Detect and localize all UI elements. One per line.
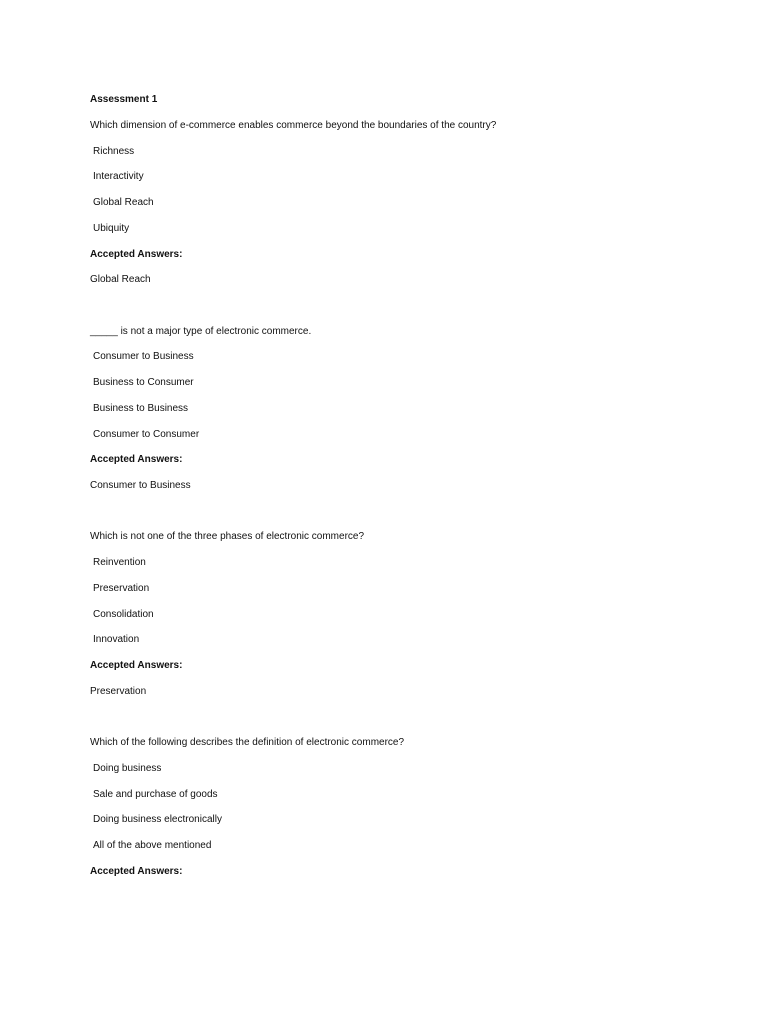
option-text: Business to Consumer [93, 377, 194, 388]
question-text: Which dimension of e-commerce enables commerce beyond the boundaries of the country? [90, 119, 497, 131]
option-text: Consolidation [93, 608, 154, 620]
option-text: Business to Business [93, 402, 189, 414]
question-block-1 [90, 119, 730, 287]
option-text: Global Reach [93, 197, 154, 208]
option-text: Richness [93, 145, 135, 157]
option-text: Sale and purchase of goods [93, 788, 218, 800]
spacer [90, 299, 730, 325]
accepted-answer: Consumer to Business [90, 480, 191, 491]
page-title: Assessment 1 [90, 94, 158, 105]
option-text: Ubiquity [93, 222, 130, 234]
accepted-answers-label: Accepted Answers: [90, 248, 183, 260]
option-text: All of the above mentioned [93, 840, 212, 851]
question-block-3 [90, 530, 730, 698]
option-text: Doing business [93, 762, 162, 774]
accepted-answer: Global Reach [90, 274, 151, 286]
accepted-answers-label: Accepted Answers: [90, 865, 183, 877]
question-block-4 [90, 736, 730, 878]
option-text: Reinvention [93, 557, 146, 568]
spacer [90, 711, 730, 737]
spacer [90, 505, 730, 531]
option-text: Consumer to Business [93, 351, 194, 363]
question-text: Which of the following describes the definition of electronic commerce? [90, 737, 405, 748]
accepted-answers-label: Accepted Answers: [90, 454, 183, 466]
option-text: Innovation [93, 634, 140, 646]
question-block-2 [90, 325, 730, 493]
accepted-answers-label: Accepted Answers: [90, 660, 183, 671]
question-text: Which is not one of the three phases of electronic commerce? [90, 531, 365, 543]
option-text: Interactivity [93, 171, 144, 183]
accepted-answer: Preservation [90, 685, 147, 697]
option-text: Preservation [93, 582, 150, 594]
question-text: _____ is not a major type of electronic commerce. [90, 325, 312, 337]
option-text: Consumer to Consumer [93, 428, 200, 440]
option-text: Doing business electronically [93, 814, 222, 826]
document-page [90, 93, 730, 891]
